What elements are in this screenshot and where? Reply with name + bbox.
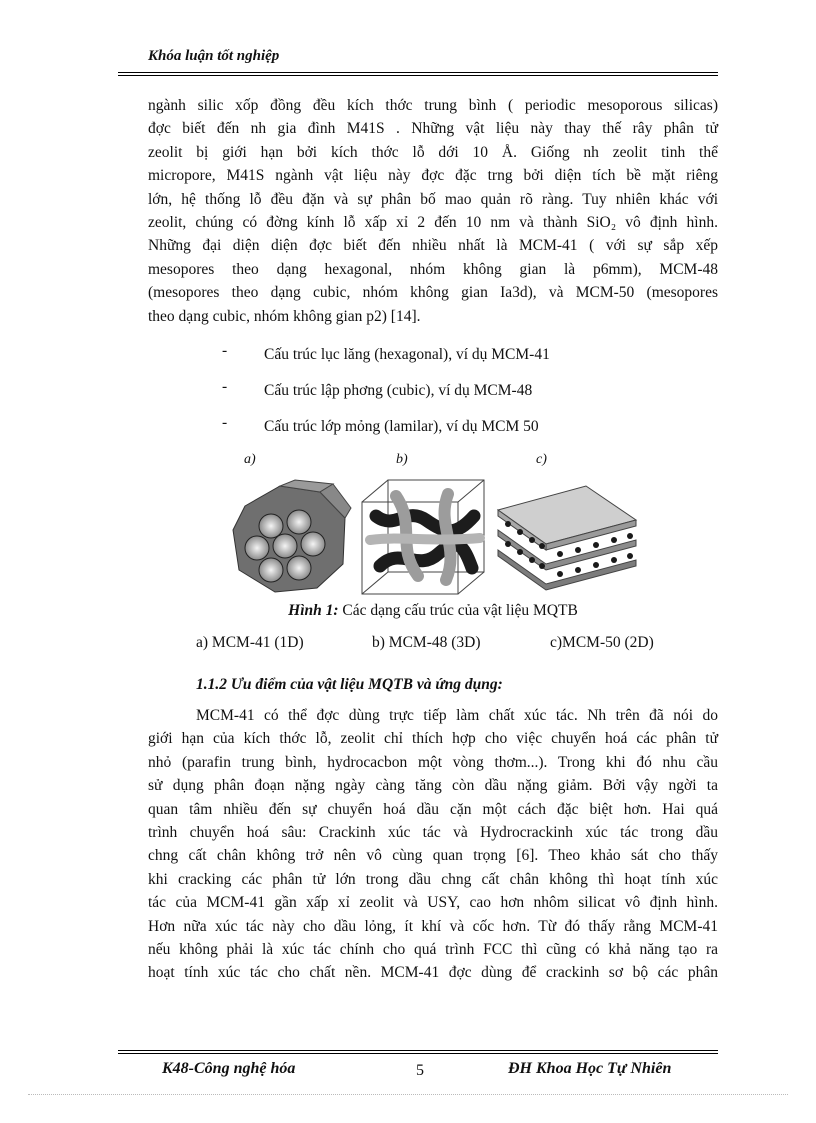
- body-line: sử dụng phân đoạn nặng ngày càng tăng còn dầu nặng giảm. Bởi vậy ngời ta: [148, 777, 718, 795]
- intro-line: zeolit bị giới hạn bởi kích thớc lỗ dới 10 Å. Giống nh zeolit tinh thể: [148, 143, 718, 161]
- intro-line: ngành silic xốp đồng đều kích thớc trung bình ( periodic mesoporous silicas): [148, 97, 718, 114]
- intro-line: mesopores theo dạng hexagonal, nhóm không gian là p6mm), MCM-48: [148, 260, 718, 278]
- lamellar-structure-image: [494, 480, 640, 596]
- section-heading: 1.1.2 Ưu điểm của vật liệu MQTB và ứng dụng:: [196, 676, 503, 693]
- intro-line: theo dạng cubic, nhóm không gian p2) [14].: [148, 307, 421, 325]
- figure-caption: [148, 602, 718, 620]
- body-line: trình chuyển hoá sâu: Crackinh xúc tác và Hydrocrackinh xúc tác trong dầu: [148, 823, 718, 841]
- intro-paragraph: [148, 94, 718, 328]
- subcaption-c: c)MCM-50 (2D): [550, 634, 654, 651]
- intro-line: micropore, M41S ngành vật liệu này đợc đặc trng bởi diện tích bề mặt riêng: [148, 167, 718, 185]
- body-line: khi cracking các phân tử lớn trong dầu chng cất chân không thì hoạt tính xúc: [148, 870, 718, 888]
- bullet-item: [222, 378, 533, 400]
- footer-right: ĐH Khoa Học Tự Nhiên: [508, 1060, 672, 1077]
- bullet-item: [222, 342, 550, 364]
- bullet-dash: -: [222, 342, 228, 359]
- body-line: chng cất chân không trở nên vô cùng quan trọng [6]. Theo khảo sát cho thấy: [148, 847, 718, 865]
- bullet-text: Cấu trúc lớp mỏng (lamilar), ví dụ MCM 50: [264, 418, 539, 435]
- bullet-text: Cấu trúc lục lăng (hexagonal), ví dụ MCM-41: [264, 346, 550, 363]
- subcaption-b: b) MCM-48 (3D): [372, 634, 481, 651]
- intro-line: (mesopores theo dạng cubic, nhóm không gian Ia3d), và MCM-50 (mesopores: [148, 284, 718, 302]
- body-line: giới hạn của kích thớc lỗ, zeolit chỉ thích hợp cho việc chuyển hoá các phân tử: [148, 730, 718, 748]
- footer-rule-2: [118, 1053, 718, 1054]
- body-paragraph: [148, 704, 718, 985]
- figure-label-b: b): [396, 452, 408, 467]
- bullet-dash: -: [222, 378, 228, 395]
- cubic-structure-image: [356, 476, 492, 600]
- subcaption-a: a) MCM-41 (1D): [196, 634, 304, 651]
- hexagonal-structure-image: [225, 478, 355, 598]
- body-line: MCM-41 có thể đợc dùng trực tiếp làm chất xúc tác. Nh trên đã nói do: [196, 707, 718, 724]
- intro-line: zeolit, chúng có đờng kính lỗ xấp xỉ 2 đến 10 nm và thành SiO₂ vô định hình.: [148, 213, 718, 231]
- page-number: 5: [416, 1062, 424, 1079]
- body-line: quan tâm nhiều đến sự chuyển hoá dầu cặn một cách đặc biệt hơn. Hai quá: [148, 800, 718, 818]
- bullet-item: [222, 414, 539, 436]
- header-title: Khóa luận tốt nghiệp: [148, 48, 280, 64]
- body-line: Hơn nữa xúc tác này cho dầu lỏng, ít khí và cốc hơn. Từ đó thấy rằng MCM-41: [148, 917, 718, 935]
- figure-caption-prefix: Hình 1:: [288, 602, 339, 619]
- figure-caption-text: Các dạng cấu trúc của vật liệu MQTB: [338, 602, 578, 619]
- header-rule-2: [118, 75, 718, 76]
- body-line: nhỏ (parafin trung bình, hydrocacbon một vòng thơm...). Trong khi đó nhu cầu: [148, 753, 718, 771]
- figure-label-c: c): [536, 452, 547, 467]
- body-line: nếu không phải là xúc tác chính cho quá trình FCC thì cũng có khả năng tạo ra: [148, 940, 718, 958]
- body-line: tác của MCM-41 gần xấp xỉ zeolit và USY, cao hơn nhôm silicat vô định hình.: [148, 894, 718, 912]
- footer-left: K48-Công nghệ hóa: [162, 1060, 296, 1077]
- footer-rule: [118, 1050, 718, 1051]
- intro-line: đợc biết đến nh gia đình M41S . Những vật liệu này thay thế rây phân tử: [148, 120, 718, 138]
- body-line: hoạt tính xúc tác cho chất nền. MCM-41 đợc dùng để crackinh sơ bộ các phân: [148, 964, 718, 982]
- header-rule: [118, 72, 718, 73]
- intro-line: Những đại diện diện đợc biết đến nhiều nhất là MCM-41 ( với sự sắp xếp: [148, 237, 718, 255]
- bullet-dash: -: [222, 414, 228, 431]
- intro-line: lớn, hệ thống lỗ đều đặn và sự phân bố mao quản rõ ràng. Tuy nhiên khác với: [148, 190, 718, 208]
- figure-label-a: a): [244, 452, 256, 467]
- bullet-text: Cấu trúc lập phơng (cubic), ví dụ MCM-48: [264, 382, 533, 399]
- page-bottom-border: [28, 1094, 788, 1095]
